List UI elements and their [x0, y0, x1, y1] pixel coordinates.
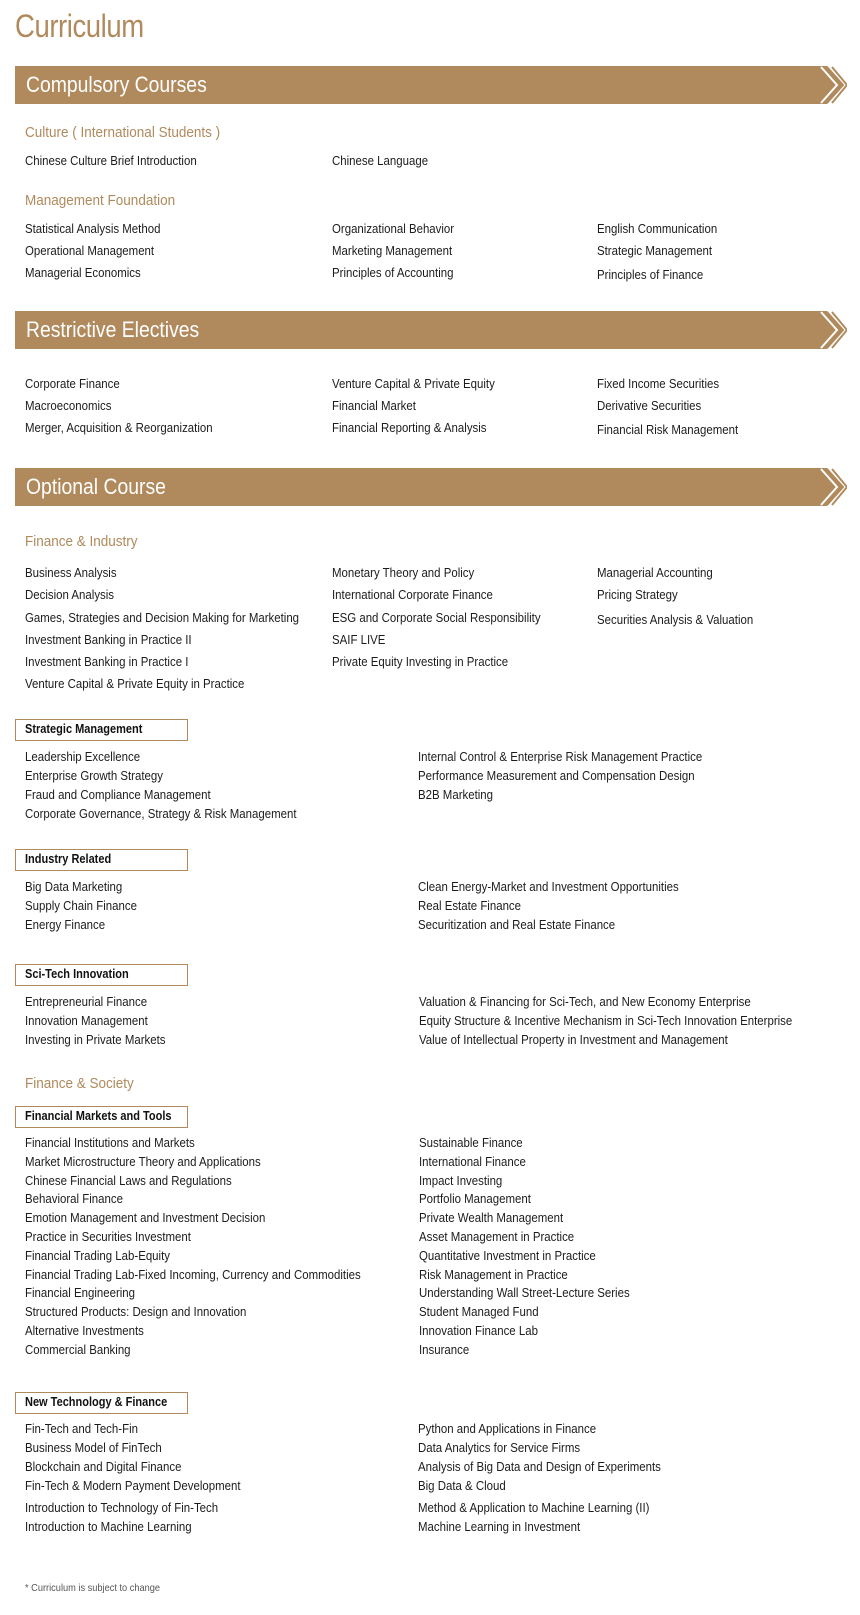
course-item: Financial Risk Management	[597, 422, 739, 437]
scitech-innovation-label	[15, 964, 188, 986]
course-item: Introduction to Technology of Fin-Tech	[25, 1500, 219, 1515]
compulsory-title: Compulsory Courses	[26, 72, 207, 97]
finance-industry-heading: Finance & Industry	[25, 533, 138, 550]
course-item: Value of Intellectual Property in Investment and Management	[419, 1032, 728, 1047]
compulsory-banner	[15, 66, 847, 104]
course-item: Behavioral Finance	[25, 1191, 123, 1207]
course-item: Machine Learning in Investment	[418, 1519, 581, 1534]
course-item: Statistical Analysis Method	[25, 221, 161, 236]
course-item: Financial Institutions and Markets	[25, 1135, 195, 1150]
course-item: Clean Energy-Market and Investment Opportunities	[418, 879, 679, 894]
course-item: Private Equity Investing in Practice	[332, 654, 509, 669]
course-item: Operational Management	[25, 243, 155, 258]
course-item: Strategic Management	[597, 243, 713, 258]
chevron-arrows-icon	[813, 66, 847, 104]
course-item: Fin-Tech & Modern Payment Development	[25, 1478, 241, 1493]
course-item: ESG and Corporate Social Responsibility	[332, 610, 541, 625]
chevron-arrows-icon	[813, 311, 847, 349]
course-item: Investment Banking in Practice I	[25, 654, 189, 669]
course-item: Private Wealth Management	[419, 1210, 564, 1226]
course-item: Method & Application to Machine Learning (II)	[418, 1500, 650, 1515]
course-item: SAIF LIVE	[332, 632, 386, 647]
course-item: Quantitative Investment in Practice	[419, 1247, 596, 1263]
course-item: Analysis of Big Data and Design of Experiments	[418, 1459, 661, 1474]
scitech-innovation-title: Sci-Tech Innovation	[25, 967, 129, 981]
course-item: Fixed Income Securities	[597, 376, 720, 391]
optional-banner	[15, 468, 847, 506]
course-item: Chinese Culture Brief Introduction	[25, 153, 197, 168]
course-item: Commercial Banking	[25, 1341, 131, 1357]
new-technology-label	[15, 1392, 188, 1414]
course-item: Financial Market	[332, 398, 416, 413]
course-item: Fraud and Compliance Management	[25, 787, 211, 802]
course-item: Risk Management in Practice	[419, 1266, 568, 1282]
course-item: Structured Products: Design and Innovation	[25, 1304, 247, 1320]
course-item: Introduction to Machine Learning	[25, 1519, 192, 1534]
course-item: Big Data & Cloud	[418, 1478, 506, 1493]
course-item: Equity Structure & Incentive Mechanism in Sci-Tech Innovation Enterprise	[419, 1013, 793, 1028]
course-item: Blockchain and Digital Finance	[25, 1459, 182, 1474]
optional-title: Optional Course	[26, 474, 166, 499]
course-item: Valuation & Financing for Sci-Tech, and New Economy Enterprise	[419, 994, 751, 1009]
course-item: Marketing Management	[332, 243, 453, 258]
course-item: Understanding Wall Street-Lecture Series	[419, 1285, 630, 1301]
course-item: Insurance	[419, 1341, 470, 1357]
course-item: Fin-Tech and Tech-Fin	[25, 1421, 138, 1436]
course-item: Enterprise Growth Strategy	[25, 768, 163, 783]
course-item: Corporate Finance	[25, 376, 120, 391]
course-item: Impact Investing	[419, 1172, 503, 1188]
strategic-management-label	[15, 719, 188, 741]
course-item: Alternative Investments	[25, 1323, 144, 1338]
course-item: Practice in Securities Investment	[25, 1229, 191, 1244]
course-item: Venture Capital & Private Equity	[332, 376, 495, 391]
industry-related-label	[15, 849, 188, 871]
course-item: Pricing Strategy	[597, 587, 678, 602]
course-item: Managerial Economics	[25, 265, 141, 280]
course-item: Emotion Management and Investment Decision	[25, 1210, 266, 1226]
course-item: Financial Trading Lab-Fixed Incoming, Currency and Commodities	[25, 1266, 361, 1282]
course-item: Portfolio Management	[419, 1191, 531, 1207]
course-item: Performance Measurement and Compensation Design	[418, 768, 695, 783]
new-technology-title: New Technology & Finance	[25, 1395, 168, 1409]
course-item: Principles of Finance	[597, 267, 704, 282]
course-item: Organizational Behavior	[332, 221, 455, 236]
course-item: Investment Banking in Practice II	[25, 632, 192, 647]
course-item: Business Model of FinTech	[25, 1440, 162, 1455]
footnote: * Curriculum is subject to change	[25, 1582, 161, 1594]
course-item: Big Data Marketing	[25, 879, 123, 894]
finance-society-heading: Finance & Society	[25, 1075, 134, 1092]
culture-heading: Culture ( International Students )	[25, 124, 221, 141]
course-item: International Finance	[419, 1153, 526, 1169]
course-item: International Corporate Finance	[332, 587, 493, 602]
restrictive-banner	[15, 311, 847, 349]
financial-markets-label	[15, 1106, 188, 1128]
course-item: Data Analytics for Service Firms	[418, 1440, 581, 1455]
course-item: Monetary Theory and Policy	[332, 565, 475, 580]
course-item: Supply Chain Finance	[25, 898, 137, 913]
course-item: Games, Strategies and Decision Making for Marketing	[25, 610, 300, 625]
course-item: Securities Analysis & Valuation	[597, 612, 754, 627]
course-item: B2B Marketing	[418, 787, 494, 802]
strategic-management-title: Strategic Management	[25, 722, 143, 736]
course-item: Business Analysis	[25, 565, 117, 580]
course-item: Real Estate Finance	[418, 898, 522, 913]
course-item: Entrepreneurial Finance	[25, 994, 148, 1009]
course-item: Derivative Securities	[597, 398, 702, 413]
chevron-arrows-icon	[813, 468, 847, 506]
course-item: Managerial Accounting	[597, 565, 713, 580]
industry-related-title: Industry Related	[25, 852, 112, 866]
course-item: Investing in Private Markets	[25, 1032, 166, 1047]
course-item: Python and Applications in Finance	[418, 1421, 597, 1436]
course-item: Corporate Governance, Strategy & Risk Management	[25, 806, 297, 821]
course-item: Student Managed Fund	[419, 1304, 539, 1320]
course-item: Innovation Finance Lab	[419, 1323, 538, 1338]
course-item: Financial Trading Lab-Equity	[25, 1247, 170, 1263]
course-item: Energy Finance	[25, 917, 106, 932]
course-item: English Communication	[597, 221, 718, 236]
course-item: Internal Control & Enterprise Risk Management Practice	[418, 749, 703, 764]
page-title: Curriculum	[15, 8, 144, 44]
course-item: Innovation Management	[25, 1013, 148, 1028]
course-item: Securitization and Real Estate Finance	[418, 917, 616, 932]
course-item: Asset Management in Practice	[419, 1229, 575, 1244]
course-item: Merger, Acquisition & Reorganization	[25, 420, 213, 435]
course-item: Chinese Language	[332, 153, 429, 168]
management-heading: Management Foundation	[25, 192, 176, 209]
course-item: Macroeconomics	[25, 398, 112, 413]
financial-markets-title: Financial Markets and Tools	[25, 1109, 172, 1123]
restrictive-title: Restrictive Electives	[26, 317, 200, 342]
course-item: Financial Reporting & Analysis	[332, 420, 487, 435]
course-item: Leadership Excellence	[25, 749, 141, 764]
course-item: Principles of Accounting	[332, 265, 454, 280]
course-item: Sustainable Finance	[419, 1135, 523, 1150]
course-item: Financial Engineering	[25, 1285, 136, 1301]
course-item: Venture Capital & Private Equity in Practice	[25, 676, 245, 691]
course-item: Decision Analysis	[25, 587, 115, 602]
course-item: Market Microstructure Theory and Applications	[25, 1153, 261, 1169]
course-item: Chinese Financial Laws and Regulations	[25, 1172, 232, 1188]
